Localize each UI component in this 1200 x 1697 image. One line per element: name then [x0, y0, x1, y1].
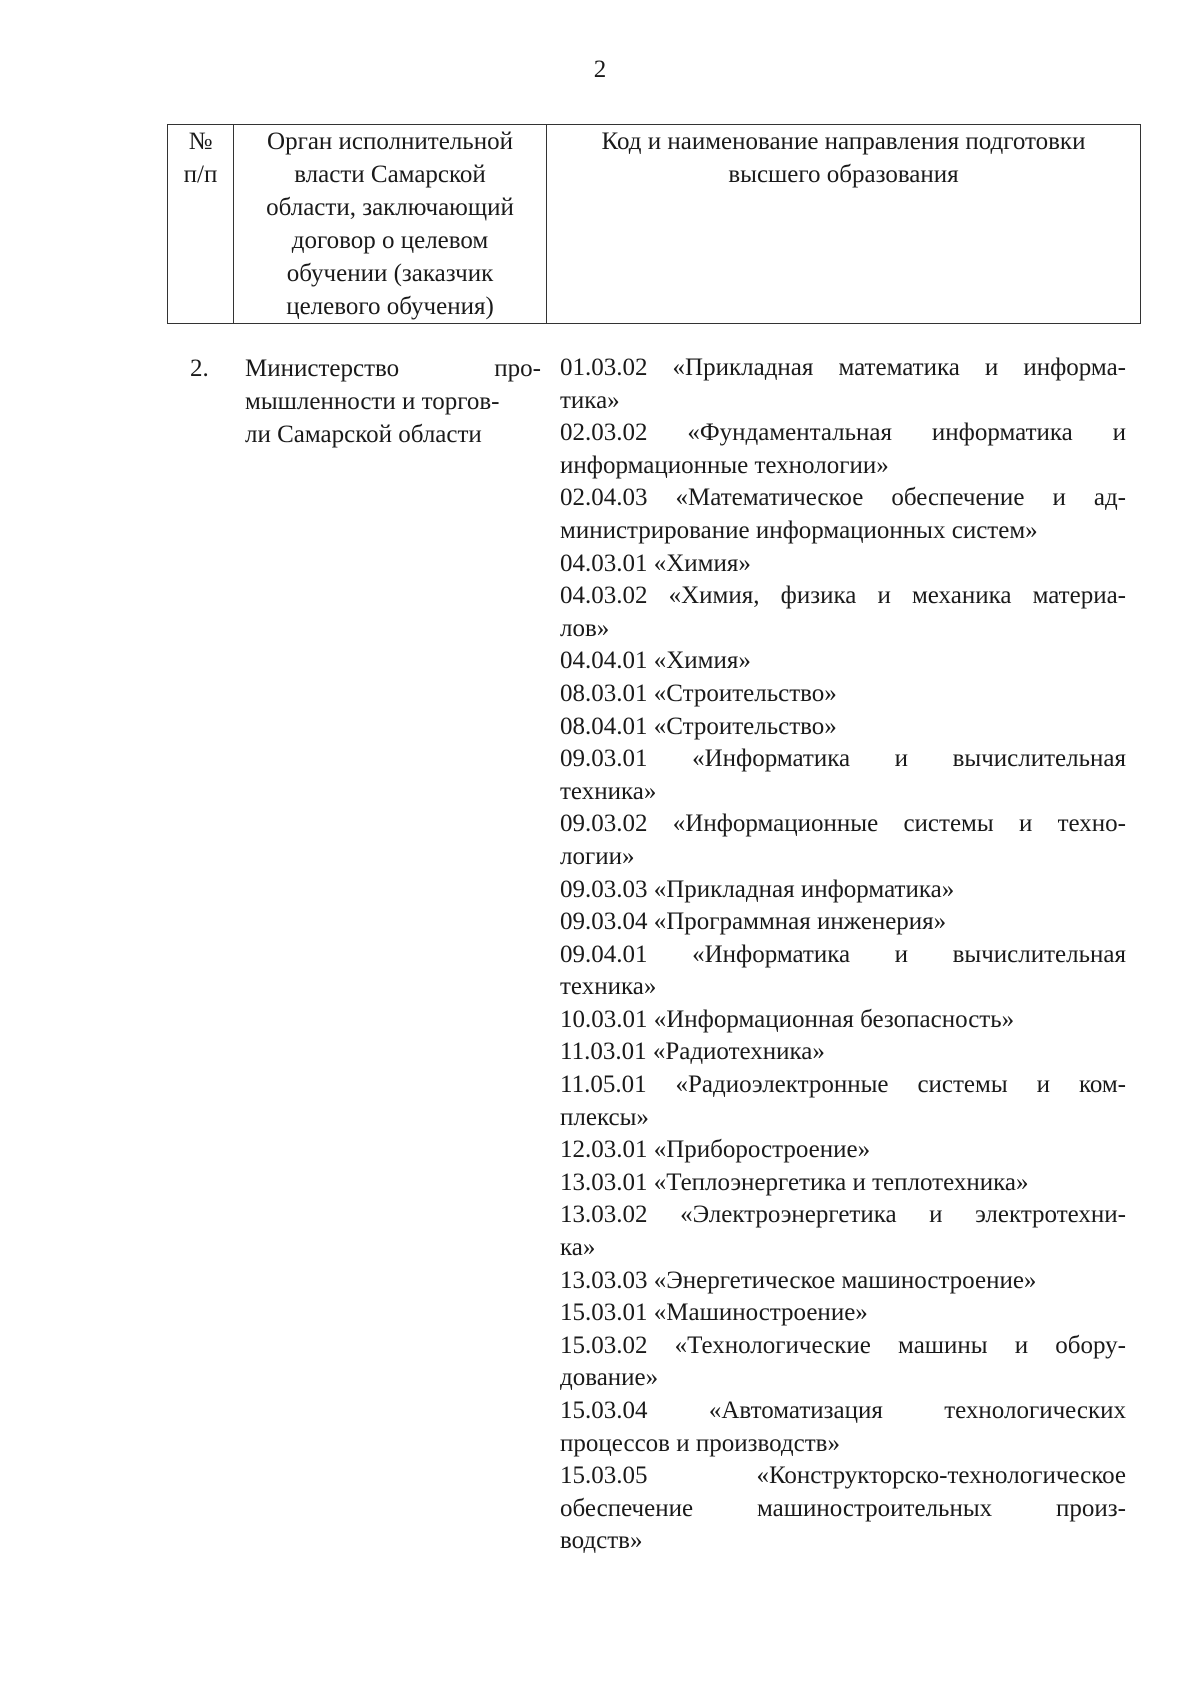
program-code-line: водств» — [560, 1527, 643, 1555]
header-code-line: высшего образования — [728, 161, 959, 188]
row-number: 2. — [190, 355, 209, 382]
header-col-number — [168, 125, 234, 324]
program-code-line: техника» — [560, 973, 657, 1001]
organ-line: Министерство про- — [245, 355, 541, 382]
header-number-abbr: п/п — [183, 161, 218, 188]
program-code-line: дование» — [560, 1364, 659, 1392]
program-code-line: 04.03.02 «Химия, физика и механика материа- — [560, 582, 1126, 610]
program-code-line: ка» — [560, 1234, 596, 1262]
program-code-line: 15.03.05 «Конструкторско-технологическое — [560, 1462, 1126, 1490]
program-code-line: лов» — [560, 614, 610, 642]
program-code-line: 08.04.01 «Строительство» — [560, 712, 837, 740]
header-col-code — [547, 125, 1141, 324]
header-col-organ — [234, 125, 547, 324]
program-code-line: информационные технологии» — [560, 451, 889, 479]
header-table — [167, 124, 1141, 324]
header-row — [168, 125, 1141, 324]
program-code-line: 13.03.02 «Электроэнергетика и электротехни- — [560, 1201, 1126, 1229]
header-organ-line: Орган исполнительной — [267, 128, 513, 155]
header-number-sign: № — [188, 128, 213, 155]
program-code-line: 15.03.04 «Автоматизация технологических — [560, 1397, 1126, 1424]
program-code-line: 11.03.01 «Радиотехника» — [560, 1038, 825, 1066]
header-organ-line: власти Самарской — [294, 161, 486, 188]
program-code-line: логии» — [560, 842, 635, 870]
header-organ-line: договор о целевом — [291, 227, 489, 254]
program-code-line: 02.03.02 «Фундаментальная информатика и — [560, 419, 1126, 447]
program-code-line: 10.03.01 «Информационная безопасность» — [560, 1005, 1015, 1033]
program-code-line: 12.03.01 «Приборостроение» — [560, 1136, 871, 1164]
program-code-line: 04.04.01 «Химия» — [560, 647, 751, 675]
organ-line: ли Самарской области — [245, 421, 482, 448]
program-code-line: 11.05.01 «Радиоэлектронные системы и ком- — [560, 1071, 1126, 1099]
header-organ-line: обучении (заказчик — [286, 260, 494, 287]
program-code-line: 13.03.03 «Энергетическое машиностроение» — [560, 1266, 1037, 1294]
program-code-line: 09.04.01 «Информатика и вычислительная — [560, 940, 1126, 968]
program-code-line: министрирование информационных систем» — [560, 516, 1038, 544]
program-code-line: 02.04.03 «Математическое обеспечение и ад- — [560, 484, 1126, 512]
program-code-list — [560, 352, 1126, 1558]
program-code-line: 15.03.01 «Машиностроение» — [560, 1299, 868, 1327]
program-code-line: 09.03.02 «Информационные системы и техно- — [560, 810, 1126, 838]
program-code-line: 01.03.02 «Прикладная математика и информа- — [560, 354, 1126, 381]
header-organ-line: области, заключающий — [266, 194, 514, 221]
program-code-line: обеспечение машиностроительных произ- — [560, 1494, 1126, 1522]
page-number: 2 — [593, 56, 607, 83]
program-code-line: 09.03.01 «Информатика и вычислительная — [560, 745, 1126, 773]
program-code-line: 08.03.01 «Строительство» — [560, 679, 837, 707]
program-code-line: 04.03.01 «Химия» — [560, 549, 751, 577]
program-code-line: тика» — [560, 386, 620, 414]
program-code-line: 15.03.02 «Технологические машины и обору- — [560, 1331, 1126, 1359]
program-code-line: техника» — [560, 777, 657, 805]
program-code-line: 09.03.03 «Прикладная информатика» — [560, 875, 955, 903]
program-code-line: плексы» — [560, 1103, 649, 1131]
program-code-line: 09.03.04 «Программная инженерия» — [560, 908, 947, 936]
header-code-line: Код и наименование направления подготовки — [601, 128, 1086, 155]
program-code-line: 13.03.01 «Теплоэнергетика и теплотехника» — [560, 1168, 1029, 1196]
organ-line: мышленности и торгов- — [245, 388, 500, 415]
row-organ — [245, 352, 541, 451]
program-code-line: процессов и производств» — [560, 1429, 840, 1457]
header-organ-line: целевого обучения) — [286, 293, 494, 320]
